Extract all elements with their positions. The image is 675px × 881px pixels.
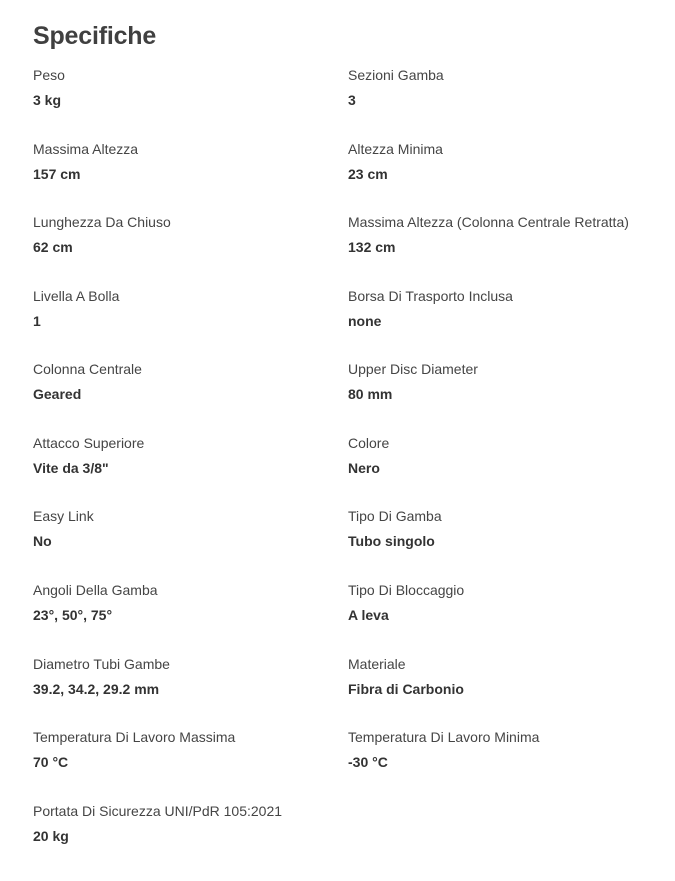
spec-label: Tipo Di Bloccaggio xyxy=(348,582,465,598)
spec-value: 62 cm xyxy=(33,239,73,255)
spec-label: Massima Altezza (Colonna Centrale Retratta) xyxy=(348,214,629,230)
spec-label: Peso xyxy=(33,67,65,83)
spec-value: 1 xyxy=(33,313,41,329)
spec-item-livella-a-bolla xyxy=(33,287,353,330)
spec-item-materiale xyxy=(348,655,668,698)
spec-label: Sezioni Gamba xyxy=(348,67,444,83)
spec-item-peso xyxy=(33,66,353,109)
spec-value: 157 cm xyxy=(33,166,81,182)
spec-label: Massima Altezza xyxy=(33,141,139,157)
spec-value: Tubo singolo xyxy=(348,533,435,549)
spec-value: 23°, 50°, 75° xyxy=(33,607,113,623)
spec-label: Temperatura Di Lavoro Massima xyxy=(33,729,236,745)
spec-item-temperatura-massima xyxy=(33,728,353,771)
spec-label: Portata Di Sicurezza UNI/PdR 105:2021 xyxy=(33,803,283,819)
spec-item-angoli-della-gamba xyxy=(33,581,353,624)
spec-item-tipo-di-bloccaggio xyxy=(348,581,668,624)
spec-label: Altezza Minima xyxy=(348,141,443,157)
spec-value: 23 cm xyxy=(348,166,388,182)
spec-value: 3 kg xyxy=(33,92,62,108)
spec-value: Geared xyxy=(33,386,82,402)
spec-value: -30 °C xyxy=(348,754,388,770)
spec-label: Livella A Bolla xyxy=(33,288,120,304)
spec-label: Materiale xyxy=(348,656,406,672)
spec-item-upper-disc-diameter xyxy=(348,360,668,403)
spec-value: 39.2, 34.2, 29.2 mm xyxy=(33,681,160,697)
spec-label: Upper Disc Diameter xyxy=(348,361,478,377)
spec-value: Fibra di Carbonio xyxy=(348,681,464,697)
spec-item-massima-altezza xyxy=(33,140,353,183)
spec-value: 132 cm xyxy=(348,239,396,255)
spec-item-colonna-centrale xyxy=(33,360,353,403)
spec-value: Vite da 3/8" xyxy=(33,460,109,476)
section-title: Specifiche xyxy=(33,22,157,50)
spec-item-tipo-di-gamba xyxy=(348,507,668,550)
spec-value: A leva xyxy=(348,607,389,623)
spec-item-easy-link xyxy=(33,507,353,550)
spec-label: Attacco Superiore xyxy=(33,435,145,451)
spec-item-borsa-di-trasporto xyxy=(348,287,668,330)
spec-item-diametro-tubi-gambe xyxy=(33,655,353,698)
spec-label: Colonna Centrale xyxy=(33,361,142,377)
spec-label: Colore xyxy=(348,435,390,451)
spec-value: 70 °C xyxy=(33,754,69,770)
spec-value: Nero xyxy=(348,460,380,476)
spec-value: 3 xyxy=(348,92,356,108)
spec-value: 80 mm xyxy=(348,386,393,402)
spec-value: 20 kg xyxy=(33,828,69,844)
spec-label: Temperatura Di Lavoro Minima xyxy=(348,729,540,745)
spec-item-attacco-superiore xyxy=(33,434,353,477)
spec-item-massima-altezza-retratta xyxy=(348,213,668,256)
spec-label: Angoli Della Gamba xyxy=(33,582,158,598)
spec-item-lunghezza-da-chiuso xyxy=(33,213,353,256)
spec-label: Tipo Di Gamba xyxy=(348,508,442,524)
spec-value: No xyxy=(33,533,52,549)
spec-label: Borsa Di Trasporto Inclusa xyxy=(348,288,513,304)
spec-item-sezioni-gamba xyxy=(348,66,668,109)
spec-label: Diametro Tubi Gambe xyxy=(33,656,170,672)
spec-item-temperatura-minima xyxy=(348,728,668,771)
spec-label: Lunghezza Da Chiuso xyxy=(33,214,171,230)
spec-item-colore xyxy=(348,434,668,477)
spec-value: none xyxy=(348,313,382,329)
spec-item-altezza-minima xyxy=(348,140,668,183)
spec-label: Easy Link xyxy=(33,508,94,524)
spec-item-portata-di-sicurezza xyxy=(33,802,353,845)
